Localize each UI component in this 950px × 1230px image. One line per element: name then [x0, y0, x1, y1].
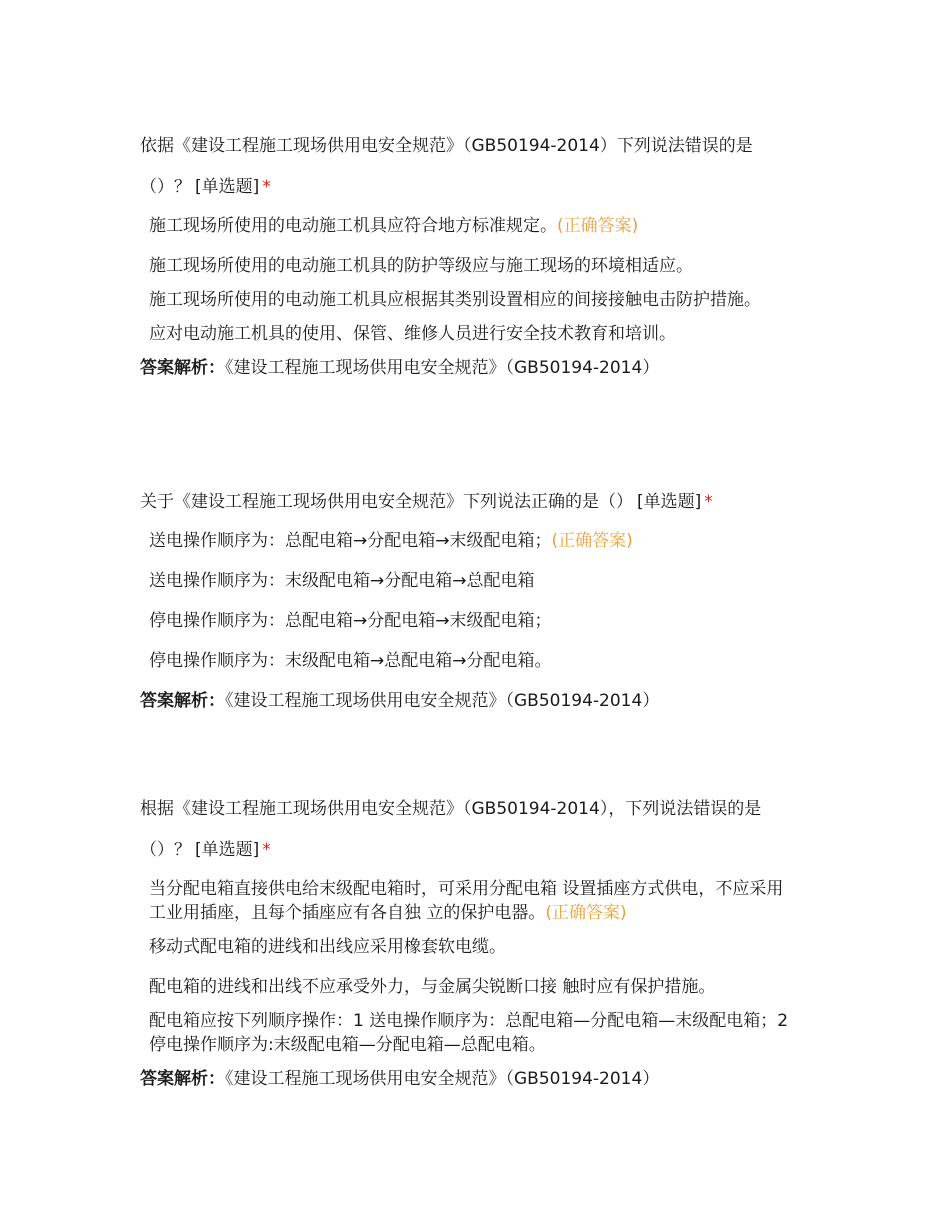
- required-mark: *: [262, 177, 271, 197]
- analysis-text: 《建设工程施工现场供用电安全规范》（GB50194-2014）: [225, 358, 660, 378]
- option-list: [140, 214, 800, 346]
- question-title: 依据《建设工程施工现场供用电安全规范》（GB50194-2014）下列说法错误的是（）？ [单选题] *: [140, 136, 753, 197]
- analysis-label: 答案解析：: [140, 1069, 225, 1089]
- option-item[interactable]: 施工现场所使用的电动施工机具应符合地方标准规定。(正确答案): [149, 216, 639, 236]
- question-title: 根据《建设工程施工现场供用电安全规范》（GB50194-2014），下列说法错误的是（）？ [单选题] *: [140, 799, 762, 860]
- option-item[interactable]: 移动式配电箱的进线和出线应采用橡套软电缆。: [149, 937, 506, 957]
- required-mark: *: [262, 840, 271, 860]
- option-item[interactable]: 施工现场所使用的电动施工机具应根据其类别设置相应的间接接触电击防护措施。: [149, 290, 761, 310]
- analysis-text: 《建设工程施工现场供用电安全规范》（GB50194-2014）: [225, 691, 660, 711]
- option-item[interactable]: 配电箱的进线和出线不应承受外力，与金属尖锐断口接 触时应有保护措施。: [149, 977, 716, 997]
- analysis-text: 《建设工程施工现场供用电安全规范》（GB50194-2014）: [225, 1069, 660, 1089]
- question-2: [140, 478, 800, 713]
- question-type-tag: [单选题]: [195, 840, 260, 860]
- option-list: [140, 877, 800, 1057]
- option-item[interactable]: 配电箱应按下列顺序操作：1 送电操作顺序为：总配电箱—分配电箱—末级配电箱；2 停电操作顺序为:末级配电箱—分配电箱—总配电箱。: [149, 1011, 789, 1055]
- correct-answer-label: (正确答案): [551, 531, 633, 551]
- correct-answer-label: (正确答案): [545, 903, 627, 923]
- question-3: [140, 785, 800, 1091]
- option-item[interactable]: 施工现场所使用的电动施工机具的防护等级应与施工现场的环境相适应。: [149, 256, 693, 276]
- question-type-tag: [单选题]: [195, 177, 260, 197]
- option-list: [140, 529, 800, 673]
- analysis-label: 答案解析：: [140, 358, 225, 378]
- answer-analysis: [140, 356, 800, 380]
- question-1: [140, 122, 800, 380]
- option-item[interactable]: 送电操作顺序为：总配电箱→分配电箱→末级配电箱；(正确答案): [149, 531, 633, 551]
- answer-analysis: [140, 689, 800, 713]
- option-item[interactable]: 当分配电箱直接供电给末级配电箱时，可采用分配电箱 设置插座方式供电，不应采用工业用插座，且每个插座应有各自独 立的保护电器。(正确答案): [149, 879, 784, 923]
- analysis-label: 答案解析：: [140, 691, 225, 711]
- correct-answer-label: (正确答案): [557, 216, 639, 236]
- option-item[interactable]: 送电操作顺序为：末级配电箱→分配电箱→总配电箱: [149, 571, 535, 591]
- question-type-tag: [单选题]: [637, 492, 702, 512]
- question-title: 关于《建设工程施工现场供用电安全规范》下列说法正确的是（） [单选题] *: [140, 492, 713, 512]
- option-item[interactable]: 停电操作顺序为：末级配电箱→总配电箱→分配电箱。: [149, 651, 552, 671]
- option-item[interactable]: 停电操作顺序为：总配电箱→分配电箱→末级配电箱；: [149, 611, 552, 631]
- answer-analysis: [140, 1067, 800, 1091]
- required-mark: *: [704, 492, 713, 512]
- option-item[interactable]: 应对电动施工机具的使用、保管、维修人员进行安全技术教育和培训。: [149, 324, 676, 344]
